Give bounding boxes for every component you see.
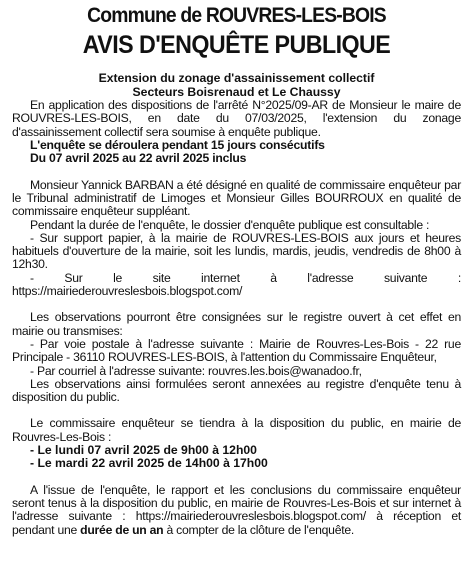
commune-title: Commune de ROUVRES-LES-BOIS — [87, 4, 386, 27]
dossier-internet: - Sur le site internet à l'adresse suivante : https://mairiederouvreslesbois.blogspot.com/ — [12, 270, 461, 299]
subject-line-1: Extension du zonage d'assainissement collectif — [98, 71, 375, 85]
dossier-intro: Pendant la durée de l'enquête, le dossier d'enquête publique est consultable : — [30, 217, 430, 232]
intro-paragraph: En application des dispositions de l'arrêté N°2025/09-AR de Monsieur le maire de ROUVRES-LES-BOIS, en date du 07/03/2025, l'extension du zonage d'assainissement collectif sera soumise à enquête publique. — [12, 98, 461, 139]
closing-paragraph — [12, 484, 461, 537]
closing-text: A l'issue de l'enquête, le rapport et les conclusions du commissaire enquêteur seront tenus à la disposition du public, en mairie de Rouvres-Les-Bois et sur internet à l'adresse suivante : https://mairiederouvreslesbois.blogspot.com/ à réception et pendant une — [12, 482, 461, 537]
closing-emphasis: durée de un an — [80, 522, 164, 537]
permanences-intro: Le commissaire enquêteur se tiendra à la disposition du public, en mairie de Rouvres-Les-Bois : — [12, 416, 461, 444]
observations-annexees: Les observations ainsi formulées seront annexées au registre d'enquête tenu à disposition du public. — [12, 376, 461, 405]
closing-end: à compter de la clôture de l'enquête. — [163, 522, 355, 537]
spacer — [12, 166, 461, 179]
permanence-date-2: - Le mardi 22 avril 2025 de 14h00 à 17h00 — [30, 456, 268, 471]
commissaire-paragraph: Monsieur Yannick BARBAN a été désigné en qualité de commissaire enquêteur par le Tribunal administratif de Limoges et Monsieur Gilles BOURROUX en qualité de commissaire enquêteur suppléant. — [12, 177, 461, 219]
observations-courriel: - Par courriel à l'adresse suivante: rouvres.les.bois@wanadoo.fr, — [30, 363, 362, 378]
permanence-date-1: - Le lundi 07 avril 2025 de 9h00 à 12h00 — [30, 443, 257, 458]
subject-line-2: Secteurs Boisrenaud et Le Chaussy — [132, 84, 341, 99]
dossier-support: - Sur support papier, à la mairie de ROUVRES-LES-BOIS aux jours et heures habituels d'ouverture de la mairie, soit les lundis, mardis, jeudis, vendredis de 8h00 à 12h30. — [12, 230, 461, 272]
observations-postale: - Par voie postale à l'adresse suivante : Mairie de Rouvres-Les-Bois - 22 rue Principale - 36110 ROUVRES-LES-BOIS, à l'attention du Commissaire Enquêteur, — [12, 336, 461, 365]
dates-line: Du 07 avril 2025 au 22 avril 2025 inclus — [30, 151, 247, 166]
subject-heading — [12, 72, 461, 99]
observations-intro: Les observations pourront être consignées sur le registre ouvert à cet effet en mairie ou transmises: — [12, 310, 461, 338]
duration-line: L'enquête se déroulera pendant 15 jours consécutifs — [30, 138, 325, 153]
notice-title: AVIS D'ENQUÊTE PUBLIQUE — [82, 31, 391, 59]
